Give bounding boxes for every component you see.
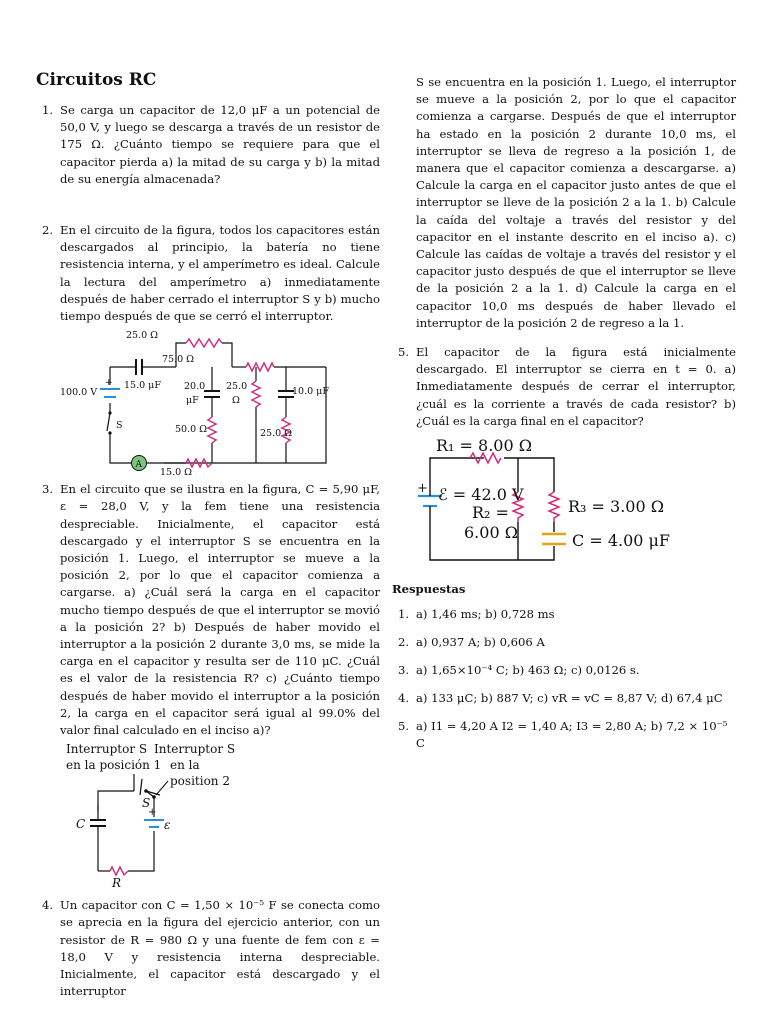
problem-number: 3. <box>42 482 54 497</box>
problem-text: En el circuito que se ilustra en la figura, C = 5,90 μF, ε = 28,0 V, y la fem tiene una resistencia despreciable. Inicialmente, el capacitor está descargado y el interruptor S se encuentra en la posición 1. Luego, el interruptor se mueve a la posición 2, por lo que el capacitor comienza a cargarse. a) ¿Cuál será la carga en el capacitor mucho tiempo después de que el interruptor se movió a la posición 2? b) Después de haber movido el interruptor a la posición 2 durante 3,0 ms, se mide la carga en el capacitor y resulta ser de 110 μC. ¿Cuál es el valor de la resistencia R? c) ¿Cuánto tiempo después de haber movido el interruptor a la posición 2, la carga en el capacitor será igual al 99.0% del valor final calculado en el inciso a)? <box>60 482 380 738</box>
fig2-label-r6: 15.0 Ω <box>160 467 193 476</box>
circuit-figure-2 <box>36 325 380 475</box>
problem-3 <box>36 481 380 739</box>
fig2-label-battery: 100.0 V <box>60 387 98 399</box>
problem-number: 1. <box>42 103 54 117</box>
fig2-label-r2: 75.0 Ω <box>162 354 195 366</box>
answer-number: 3. <box>398 663 410 678</box>
answer-number: 1. <box>398 607 410 622</box>
page-title: Circuitos RC <box>36 70 157 90</box>
fig5-label-r3: R₃ = 3.00 Ω <box>568 497 665 517</box>
answer-text: a) 0,937 A; b) 0,606 A <box>416 635 545 650</box>
answer-5 <box>392 718 736 752</box>
svg-text:+: + <box>417 481 428 497</box>
fig2-label-c3: 10.0 μF <box>292 386 329 398</box>
fig5-label-r1: R₁ = 8.00 Ω <box>436 436 533 456</box>
answer-text: a) 1,46 ms; b) 0,728 ms <box>416 607 555 622</box>
ammeter-label: A <box>135 460 142 471</box>
problem-text: Un capacitor con C = 1,50 × 10⁻⁵ F se conecta como se aprecia en la figura del ejercicio anterior, con un resistor de R = 980 Ω y una fuente de fem con ε = 18,0 V y resistencia interna despreciable. Inicialmente, el capacitor está descargado y el interruptor <box>60 898 380 999</box>
answer-text: a) 133 μC; b) 887 V; c) vR = vC = 8,87 V; d) 67,4 μC <box>416 691 723 706</box>
fig2-label-r5: 25.0 Ω <box>260 428 293 440</box>
answers-title: Respuestas <box>392 582 466 597</box>
fig2-label-c2b: μF <box>186 395 199 407</box>
svg-text:+: + <box>148 807 157 819</box>
problem-text: En el circuito de la figura, todos los capacitores están descargados al principio, la batería no tiene resistencia interna, y el amperímetro es ideal. Calcule la lectura del amperímetro a) inmediatamente después de haber cerrado el interruptor S y b) mucho tiempo después de que se cerró el interruptor. <box>60 223 380 324</box>
fig5-label-cap: C = 4.00 μF <box>572 531 671 551</box>
problem-number: 5. <box>398 345 410 360</box>
problem-number: 2. <box>42 223 54 238</box>
fig3-label-2b: en la <box>170 758 200 773</box>
fig5-label-emf: ℰ = 42.0 V <box>438 485 524 505</box>
fig2-label-r-top: 25.0 Ω <box>126 330 159 342</box>
circuit-figure-3 <box>36 739 380 889</box>
left-column <box>36 70 380 1001</box>
answer-2 <box>392 634 736 651</box>
problem-number: 4. <box>42 898 54 913</box>
fig2-label-c2a: 20.0 <box>184 381 206 393</box>
fig3-label-emf: ε <box>164 818 171 833</box>
fig2-label-c1: 15.0 μF <box>124 380 161 392</box>
fig2-label-r3a: 25.0 <box>226 381 248 393</box>
problem-2 <box>36 222 380 325</box>
fig5-label-r2b: 6.00 Ω <box>464 523 518 543</box>
circuit-figure-5 <box>392 434 736 574</box>
fig3-label-switch: S <box>142 796 151 811</box>
fig2-label-switch: S <box>116 420 123 432</box>
answer-number: 5. <box>398 719 410 734</box>
problem-text: El capacitor de la figura está inicialmente descargado. El interruptor se cierra en t = 0. a) Inmediatamente después de cerrar el interruptor, ¿cuál es la corriente a través de cada resistor? b) ¿Cuál es la carga final en el capacitor? <box>416 345 736 428</box>
fig2-label-r3b: Ω <box>232 395 240 407</box>
fig5-label-r2a: R₂ = <box>472 503 509 523</box>
right-column <box>392 74 736 752</box>
problem-4-continued <box>392 74 736 332</box>
fig3-label-2a: Interruptor S <box>154 742 236 757</box>
problem-text: Se carga un capacitor de 12,0 μF a un potencial de 50,0 V, y luego se descarga a través de un resistor de 175 Ω. ¿Cuánto tiempo se requiere para que el capacitor pierda a) la mitad de su carga y b) la mitad de su energía almacenada? <box>60 103 380 186</box>
problem-1 <box>36 102 380 188</box>
answer-1 <box>392 606 736 623</box>
fig3-label-1b: en la posición 1 <box>66 758 162 773</box>
fig2-label-r4: 50.0 Ω <box>175 424 208 436</box>
answer-number: 4. <box>398 691 410 706</box>
answer-4 <box>392 690 736 707</box>
answer-text: a) I1 = 4,20 A I2 = 1,40 A; I3 = 2,80 A; b) 7,2 × 10⁻⁵ C <box>416 719 728 751</box>
fig3-label-res: R <box>112 876 122 890</box>
svg-text:+: + <box>105 378 113 389</box>
fig3-label-1a: Interruptor S <box>66 742 148 757</box>
fig3-label-cap: C <box>76 817 86 832</box>
problem-5 <box>392 344 736 430</box>
answer-text: a) 1,65×10⁻⁴ C; b) 463 Ω; c) 0,0126 s. <box>416 663 640 678</box>
problem-text: S se encuentra en la posición 1. Luego, el interruptor se mueve a la posición 2, por lo que el capacitor comienza a cargarse. Después de que el interruptor ha estado en la posición 2 durante 10,0 ms, el interruptor se lleva de regreso a la posición 1, de manera que el capacitor comienza a descargarse. a) Calcule la carga en el capacitor justo antes de que el interruptor se lleve de la posición 2 a la 1. b) Calcule la caída del voltaje a través del resistor y del capacitor en el instante descrito en el inciso a). c) Calcule las caídas de voltaje a través del resistor y el capacitor justo después de que el interruptor se lleve de la posición 2 a la 1. d) Calcule la carga en el capacitor 10,0 ms después de haber llevado el interruptor de la posición 2 de regreso a la 1. <box>416 75 736 330</box>
problem-4 <box>36 897 380 1000</box>
fig3-label-2c: position 2 <box>170 774 230 789</box>
answer-number: 2. <box>398 635 410 650</box>
answer-3 <box>392 662 736 679</box>
